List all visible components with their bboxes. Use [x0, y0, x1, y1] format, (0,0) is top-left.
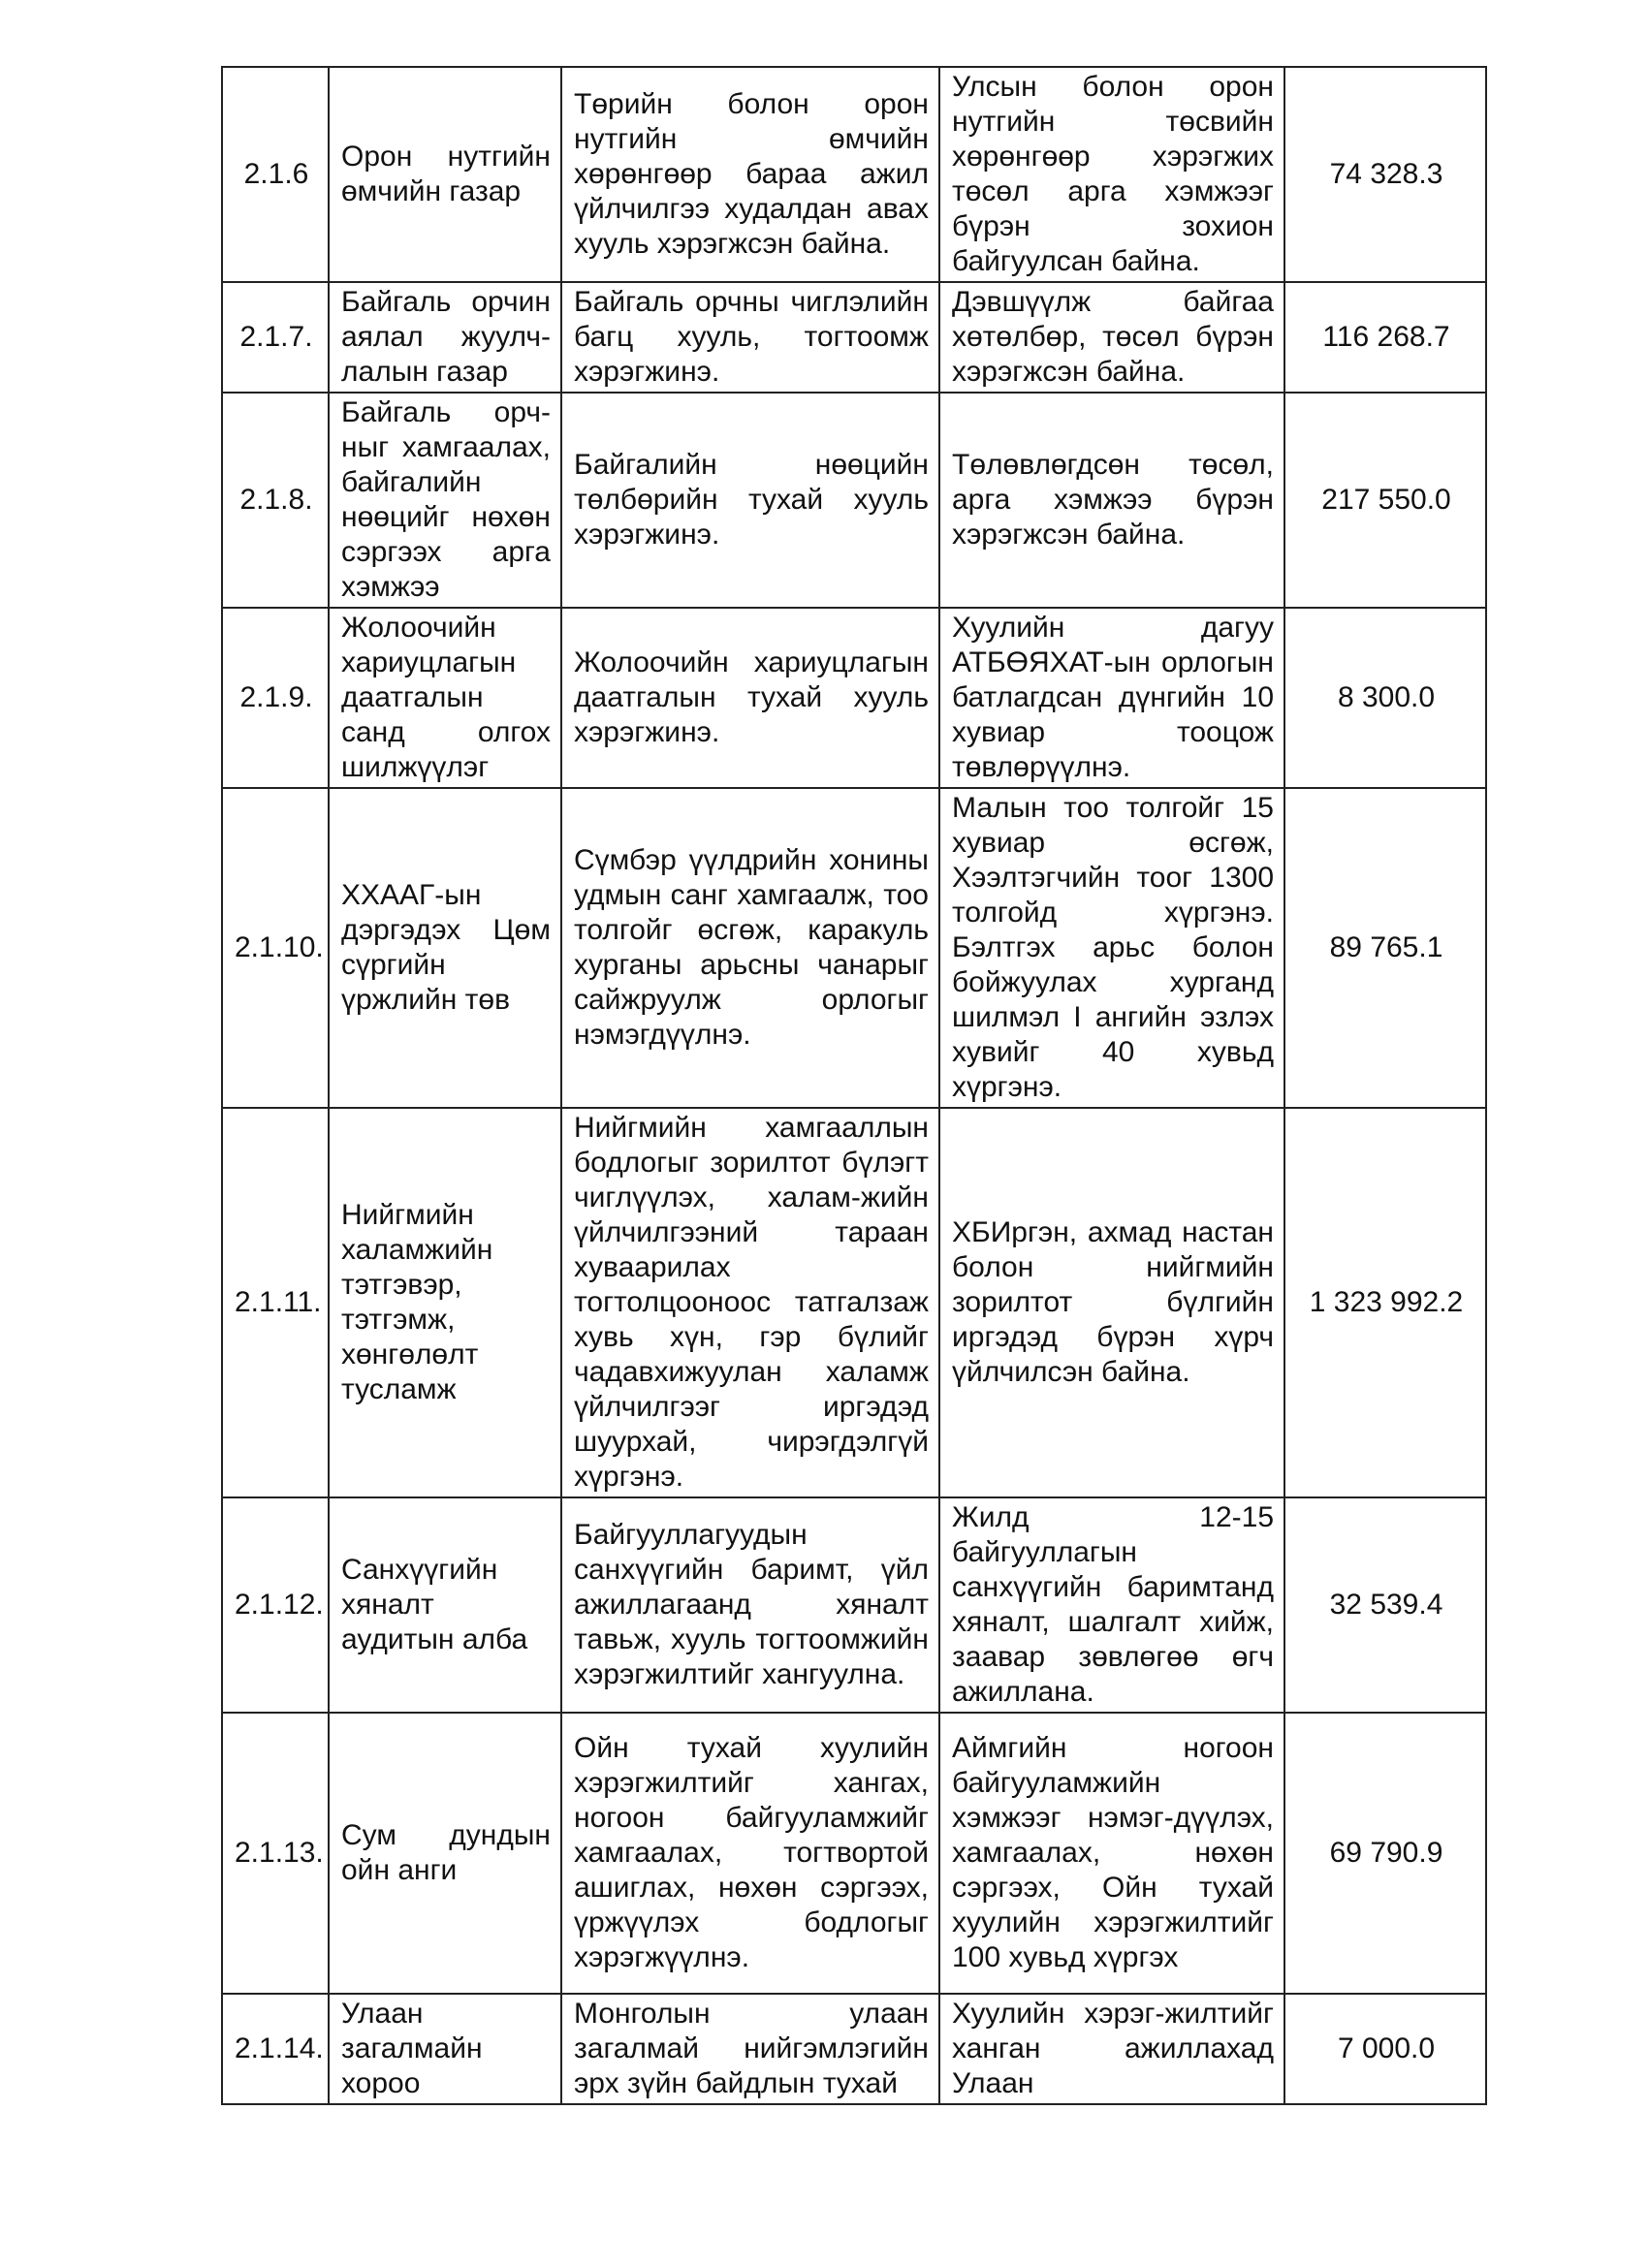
organization-name: Жолоочийн хариуцлагын даатгалын санд олгох шилжүүлэг — [329, 608, 561, 788]
goal-text: Ойн тухай хуулийн хэрэгжилтийг хангах, ногоон байгууламжийг хамгаалах, тогтвортой ашиглах, нөхөн сэргээх, үржүүлэх бодлогыг хэрэгжүүлнэ. — [561, 1713, 939, 1994]
organization-name: Улаан загалмайн хороо — [329, 1994, 561, 2104]
organization-name: Сум дундын ойн анги — [329, 1713, 561, 1994]
table-row — [222, 1497, 1486, 1713]
amount-value: 32 539.4 — [1284, 1497, 1486, 1713]
goal-text: Монголын улаан загалмай нийгэмлэгийн эрх зүйн байдлын тухай — [561, 1994, 939, 2104]
result-text: Хуулийн хэрэг-жилтийг ханган ажиллахад Улаан — [939, 1994, 1284, 2104]
organization-name: Санхүүгийн хяналт аудитын алба — [329, 1497, 561, 1713]
result-text: Хуулийн дагуу АТБӨЯХАТ-ын орлогын батлагдсан дүнгийн 10 хувиар тооцож төвлөрүүлнэ. — [939, 608, 1284, 788]
row-code: 2.1.9. — [222, 608, 329, 788]
goal-text: Байгаль орчны чиглэлийн багц хууль, тогтоомж хэрэгжинэ. — [561, 282, 939, 393]
table-row — [222, 1108, 1486, 1497]
table-row — [222, 1994, 1486, 2104]
amount-value: 69 790.9 — [1284, 1713, 1486, 1994]
result-text: ХБИргэн, ахмад настан болон нийгмийн зорилтот бүлгийн иргэдэд бүрэн хүрч үйлчилсэн байна. — [939, 1108, 1284, 1497]
row-code: 2.1.14. — [222, 1994, 329, 2104]
row-code: 2.1.7. — [222, 282, 329, 393]
amount-value: 74 328.3 — [1284, 67, 1486, 282]
organization-name: Байгаль орчин аялал жуулч-лалын газар — [329, 282, 561, 393]
amount-value: 7 000.0 — [1284, 1994, 1486, 2104]
goal-text: Байгууллагуудын санхүүгийн баримт, үйл ажиллагаанд хяналт тавьж, хууль тогтоомжийн хэрэгжилтийг хангуулна. — [561, 1497, 939, 1713]
organization-name: Орон нутгийн өмчийн газар — [329, 67, 561, 282]
organization-name: Нийгмийн халамжийн тэтгэвэр, тэтгэмж, хөнгөлөлт тусламж — [329, 1108, 561, 1497]
row-code: 2.1.13. — [222, 1713, 329, 1994]
table-row — [222, 788, 1486, 1108]
result-text: Улсын болон орон нутгийн төсвийн хөрөнгөөр хэрэгжих төсөл арга хэмжээг бүрэн зохион байгуулсан байна. — [939, 67, 1284, 282]
row-code: 2.1.6 — [222, 67, 329, 282]
table-row — [222, 282, 1486, 393]
goal-text: Байгалийн нөөцийн төлбөрийн тухай хууль хэрэгжинэ. — [561, 393, 939, 608]
result-text: Төлөвлөгдсөн төсөл, арга хэмжээ бүрэн хэрэгжсэн байна. — [939, 393, 1284, 608]
goal-text: Жолоочийн хариуцлагын даатгалын тухай хууль хэрэгжинэ. — [561, 608, 939, 788]
table-row — [222, 608, 1486, 788]
goal-text: Төрийн болон орон нутгийн өмчийн хөрөнгөөр бараа ажил үйлчилгээ худалдан авах хууль хэрэгжсэн байна. — [561, 67, 939, 282]
result-text: Дэвшүүлж байгаа хөтөлбөр, төсөл бүрэн хэрэгжсэн байна. — [939, 282, 1284, 393]
row-code: 2.1.11. — [222, 1108, 329, 1497]
goal-text: Сүмбэр үүлдрийн хонины удмын санг хамгаалж, тоо толгойг өсгөж, каракуль хурганы арьсны чанарыг сайжруулж орлогыг нэмэгдүүлнэ. — [561, 788, 939, 1108]
table-row — [222, 67, 1486, 282]
result-text: Малын тоо толгойг 15 хувиар өсгөж, Хээлтэгчийн тоог 1300 толгойд хүргэнэ. Бэлтгэх арьс болон бойжуулах хурганд шилмэл I ангийн эзлэх хувийг 40 хувьд хүргэнэ. — [939, 788, 1284, 1108]
budget-table — [221, 66, 1487, 2105]
organization-name: Байгаль орч-ныг хамгаалах, байгалийн нөөцийг нөхөн сэргээх арга хэмжээ — [329, 393, 561, 608]
amount-value: 89 765.1 — [1284, 788, 1486, 1108]
row-code: 2.1.10. — [222, 788, 329, 1108]
table-row — [222, 393, 1486, 608]
amount-value: 116 268.7 — [1284, 282, 1486, 393]
amount-value: 8 300.0 — [1284, 608, 1486, 788]
result-text: Жилд 12-15 байгууллагын санхүүгийн баримтанд хяналт, шалгалт хийж, заавар зөвлөгөө өгч ажиллана. — [939, 1497, 1284, 1713]
result-text: Аймгийн ногоон байгууламжийн хэмжээг нэмэг-дүүлэх, хамгаалах, нөхөн сэргээх, Ойн тухай хуулийн хэрэгжилтийг 100 хувьд хүргэх — [939, 1713, 1284, 1994]
organization-name: ХХААГ-ын дэргэдэх Цөм сүргийн үржлийн төв — [329, 788, 561, 1108]
goal-text: Нийгмийн хамгааллын бодлогыг зорилтот бүлэгт чиглүүлэх, халам-жийн үйлчилгээний тараан хуваарилах тогтолцооноос татгалзаж хувь хүн, гэр бүлийг чадавхижуулан халамж үйлчилгээг иргэдэд шуурхай, чирэгдэлгүй хүргэнэ. — [561, 1108, 939, 1497]
row-code: 2.1.12. — [222, 1497, 329, 1713]
amount-value: 217 550.0 — [1284, 393, 1486, 608]
row-code: 2.1.8. — [222, 393, 329, 608]
amount-value: 1 323 992.2 — [1284, 1108, 1486, 1497]
table-row — [222, 1713, 1486, 1994]
